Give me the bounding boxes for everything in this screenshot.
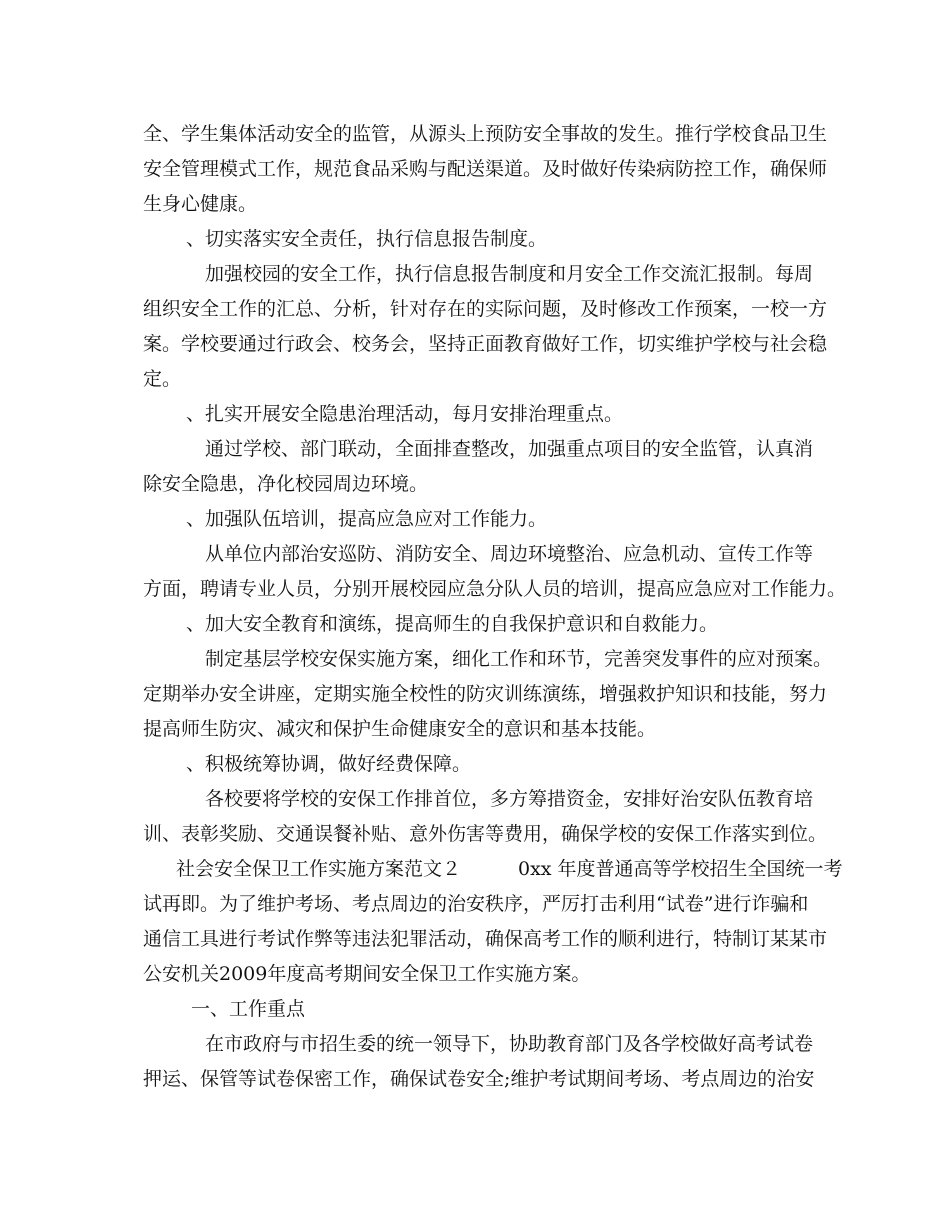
text-line: 各校要将学校的安保工作排首位，多方筹措资金，安排好治安队伍教育培 (205, 788, 814, 810)
text-line: 方面，聘请专业人员，分别开展校园应急分队人员的培训，提高应急应对工作能力。 (143, 578, 847, 600)
text-line: 押运、保管等试卷保密工作，确保试卷安全;维护考试期间考场、考点周边的治安 (143, 1068, 815, 1090)
text-line: 案。学校要通过行政会、校务会，坚持正面教育做好工作，切实维护学校与社会稳 (143, 333, 828, 355)
text-line: 、积极统筹协调，做好经费保障。 (186, 753, 472, 775)
text-line: 、加大安全教育和演练，提高师生的自我保护意识和自救能力。 (186, 613, 719, 635)
text-line: 通过学校、部门联动，全面排查整改，加强重点项目的安全监管，认真消 (205, 438, 814, 460)
text-line: 公安机关2009年度高考期间安全保卫工作实施方案。 (143, 963, 591, 985)
text-line: 全、学生集体活动安全的监管，从源头上预防安全事故的发生。推行学校食品卫生 (143, 123, 828, 145)
text-line: 、扎实开展安全隐患治理活动，每月安排治理重点。 (186, 403, 624, 425)
text-line: 定期举办安全讲座，定期实施全校性的防灾训练演练，增强救护知识和技能，努力 (143, 683, 828, 705)
text-line: 提高师生防灾、减灾和保护生命健康安全的意识和基本技能。 (143, 718, 657, 740)
text-line: 定。 (143, 368, 182, 390)
text-line: 试再即。为了维护考场、考点周边的治安秩序，严厉打击利用“试卷”进行诈骗和 (143, 893, 809, 915)
text-line: 社会安全保卫工作实施方案范文２ 0xx 年度普通高等学校招生全国统一考 (176, 858, 843, 880)
text-line: 、加强队伍培训，提高应急应对工作能力。 (186, 508, 548, 530)
text-line: 在市政府与市招生委的统一领导下，协助教育部门及各学校做好高考试卷 (205, 1033, 814, 1055)
text-line: 加强校园的安全工作，执行信息报告制度和月安全工作交流汇报制。每周 (205, 263, 814, 285)
text-line: 通信工具进行考试作弊等违法犯罪活动，确保高考工作的顺利进行，特制订某某市 (143, 928, 828, 950)
text-line: 训、表彰奖励、交通误餐补贴、意外伤害等费用，确保学校的安保工作落实到位。 (143, 823, 828, 845)
text-line: 制定基层学校安保实施方案，细化工作和环节，完善突发事件的应对预案。 (205, 648, 833, 670)
text-line: 安全管理模式工作，规范食品采购与配送渠道。及时做好传染病防控工作，确保师 (143, 158, 828, 180)
text-line: 从单位内部治安巡防、消防安全、周边环境整治、应急机动、宣传工作等 (205, 543, 814, 565)
text-line: 除安全隐患，净化校园周边环境。 (143, 473, 429, 495)
text-line: 生身心健康。 (143, 193, 258, 215)
text-line: 组织安全工作的汇总、分析，针对存在的实际问题，及时修改工作预案，一校一方 (143, 298, 828, 320)
text-line: 、切实落实安全责任，执行信息报告制度。 (186, 228, 548, 250)
text-line: 一、工作重点 (191, 998, 306, 1020)
